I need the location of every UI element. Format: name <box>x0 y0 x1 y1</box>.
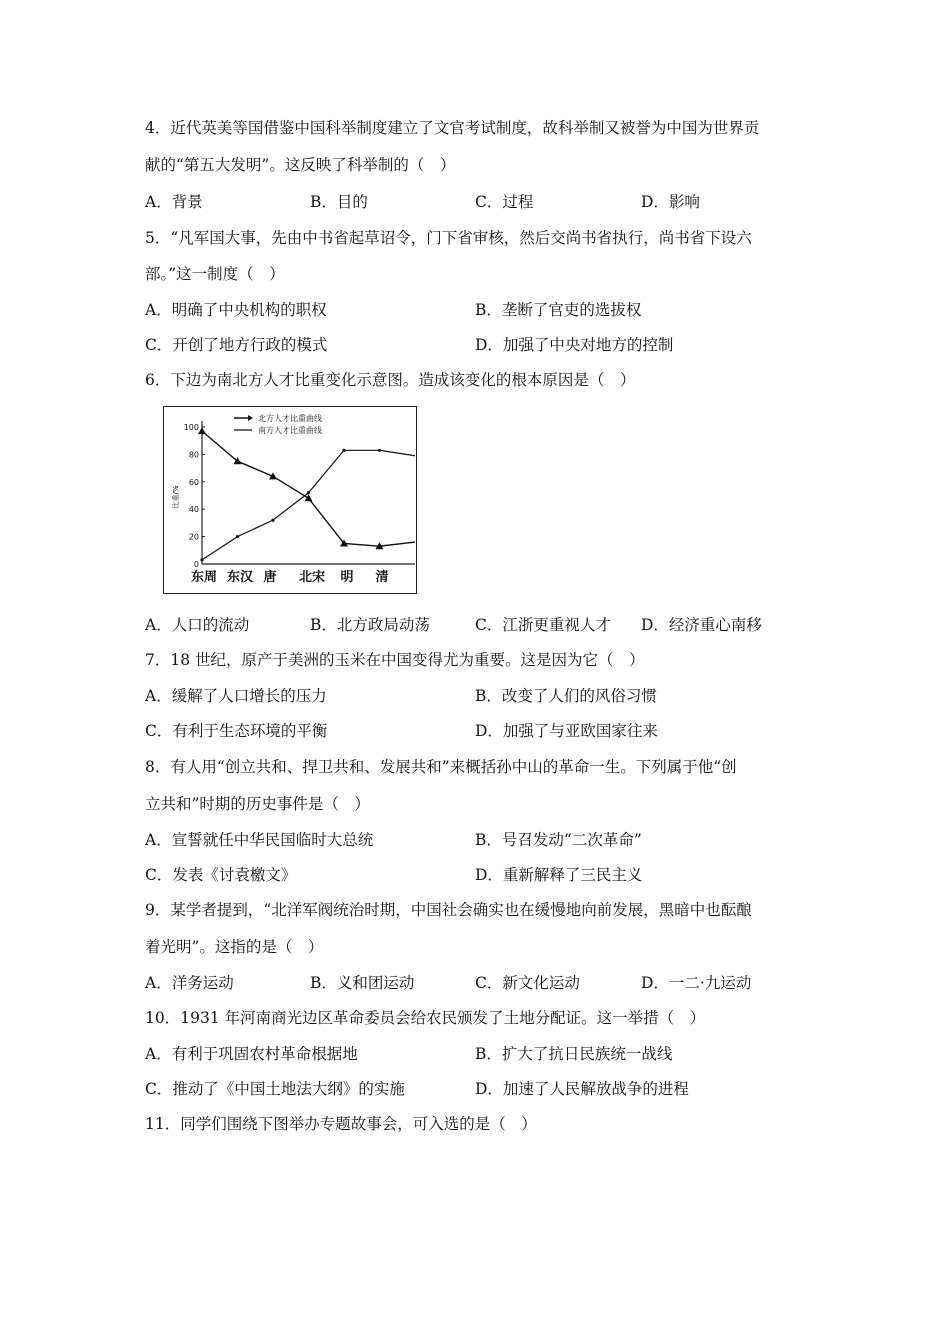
q7-option-b: B．改变了人们的风俗习惯 <box>475 687 657 705</box>
y-tick-label: 80 <box>188 450 199 460</box>
q4-option-b: B．目的 <box>310 193 368 211</box>
q5-stem-line-1: 5．“凡军国大事，先由中书省起草诏令，门下省审核，然后交尚书省执行，尚书省下设六 <box>145 229 752 247</box>
q9-stem-line-1: 9．某学者提到，“北洋军阀统治时期，中国社会确实也在缓慢地向前发展，黑暗中也酝酿 <box>145 901 752 919</box>
legend-north-label: 北方人才比重曲线 <box>258 414 322 423</box>
q8-option-a: A．宣誓就任中华民国临时大总统 <box>145 831 374 849</box>
south-series-point <box>236 535 239 538</box>
q4-stem-line-2: 献的“第五大发明”。这反映了科举制的（ ） <box>145 156 456 174</box>
south-series-line <box>202 450 415 560</box>
q4-option-d: D．影响 <box>641 193 700 211</box>
q10-option-b: B．扩大了抗日民族统一战线 <box>475 1045 673 1063</box>
south-series-point <box>342 449 345 452</box>
q9-option-d: D．一二·九运动 <box>641 974 752 992</box>
x-category-label: 东周 <box>190 570 218 585</box>
q9-option-c: C．新文化运动 <box>475 974 580 992</box>
legend-north-marker <box>248 415 253 421</box>
q5-stem-line-2: 部。”这一制度（ ） <box>145 265 285 283</box>
q6-option-d: D．经济重心南移 <box>641 616 762 634</box>
q8-option-b: B．号召发动“二次革命” <box>475 831 642 849</box>
x-category-label: 唐 <box>263 570 277 585</box>
q5-option-b: B．垄断了官吏的选拔权 <box>475 301 642 319</box>
q8-stem-line-1: 8．有人用“创立共和、捍卫共和、发展共和”来概括孙中山的革命一生。下列属于他“创 <box>145 758 737 776</box>
q4-option-c: C．过程 <box>475 193 534 211</box>
x-category-label: 北宋 <box>298 570 326 585</box>
talent-ratio-chart <box>163 406 417 594</box>
q10-stem-line-1: 10．1931 年河南商光边区革命委员会给农民颁发了土地分配证。这一举措（ ） <box>145 1009 706 1027</box>
south-series-point <box>200 558 203 561</box>
south-series-point <box>271 519 274 522</box>
x-category-label: 清 <box>375 570 389 585</box>
q7-option-a: A．缓解了人口增长的压力 <box>145 687 327 705</box>
x-category-label: 东汉 <box>226 570 254 585</box>
q6-stem-line-1: 6．下边为南北方人才比重变化示意图。造成该变化的根本原因是（ ） <box>145 371 636 389</box>
south-series-point <box>378 449 381 452</box>
q4-stem-line-1: 4．近代英美等国借鉴中国科举制度建立了文官考试制度，故科举制又被誉为中国为世界贡 <box>145 119 760 137</box>
q7-stem-line-1: 7．18 世纪，原产于美洲的玉米在中国变得尤为重要。这是因为它（ ） <box>145 651 645 669</box>
q8-option-d: D．重新解释了三民主义 <box>475 866 643 884</box>
q10-option-c: C．推动了《中国土地法大纲》的实施 <box>145 1080 405 1098</box>
q10-option-a: A．有利于巩固农村革命根据地 <box>145 1045 358 1063</box>
q11-stem-line-1: 11．同学们围绕下图举办专题故事会，可入选的是（ ） <box>145 1115 537 1133</box>
talent-ratio-chart-svg <box>164 407 415 592</box>
q7-option-d: D．加强了与亚欧国家往来 <box>475 722 658 740</box>
q8-option-c: C．发表《讨袁檄文》 <box>145 866 297 884</box>
north-series-point <box>198 427 206 434</box>
q9-option-b: B．义和团运动 <box>310 974 415 992</box>
q8-stem-line-2: 立共和”时期的历史事件是（ ） <box>145 795 370 813</box>
q6-option-a: A．人口的流动 <box>145 616 250 634</box>
y-tick-label: 100 <box>183 423 199 432</box>
q5-option-a: A．明确了中央机构的职权 <box>145 301 327 319</box>
q6-option-b: B．北方政局动荡 <box>310 616 430 634</box>
y-tick-label: 0 <box>193 560 199 569</box>
q4-option-a: A．背景 <box>145 193 203 211</box>
q10-option-d: D．加速了人民解放战争的进程 <box>475 1080 689 1098</box>
north-series-line <box>202 431 415 546</box>
y-tick-label: 20 <box>188 532 199 542</box>
y-axis-label: 比重/% <box>172 485 180 509</box>
q7-option-c: C．有利于生态环境的平衡 <box>145 722 328 740</box>
south-series-point <box>307 491 310 494</box>
q5-option-c: C．开创了地方行政的模式 <box>145 336 328 354</box>
x-category-label: 明 <box>340 570 354 585</box>
q9-stem-line-2: 着光明”。这指的是（ ） <box>145 938 324 956</box>
q6-option-c: C．江浙更重视人才 <box>475 616 611 634</box>
y-tick-label: 40 <box>188 505 199 515</box>
legend-south-label: 南方人才比重曲线 <box>258 426 322 435</box>
q9-option-a: A．洋务运动 <box>145 974 234 992</box>
y-tick-label: 60 <box>188 477 199 487</box>
q5-option-d: D．加强了中央对地方的控制 <box>475 336 674 354</box>
